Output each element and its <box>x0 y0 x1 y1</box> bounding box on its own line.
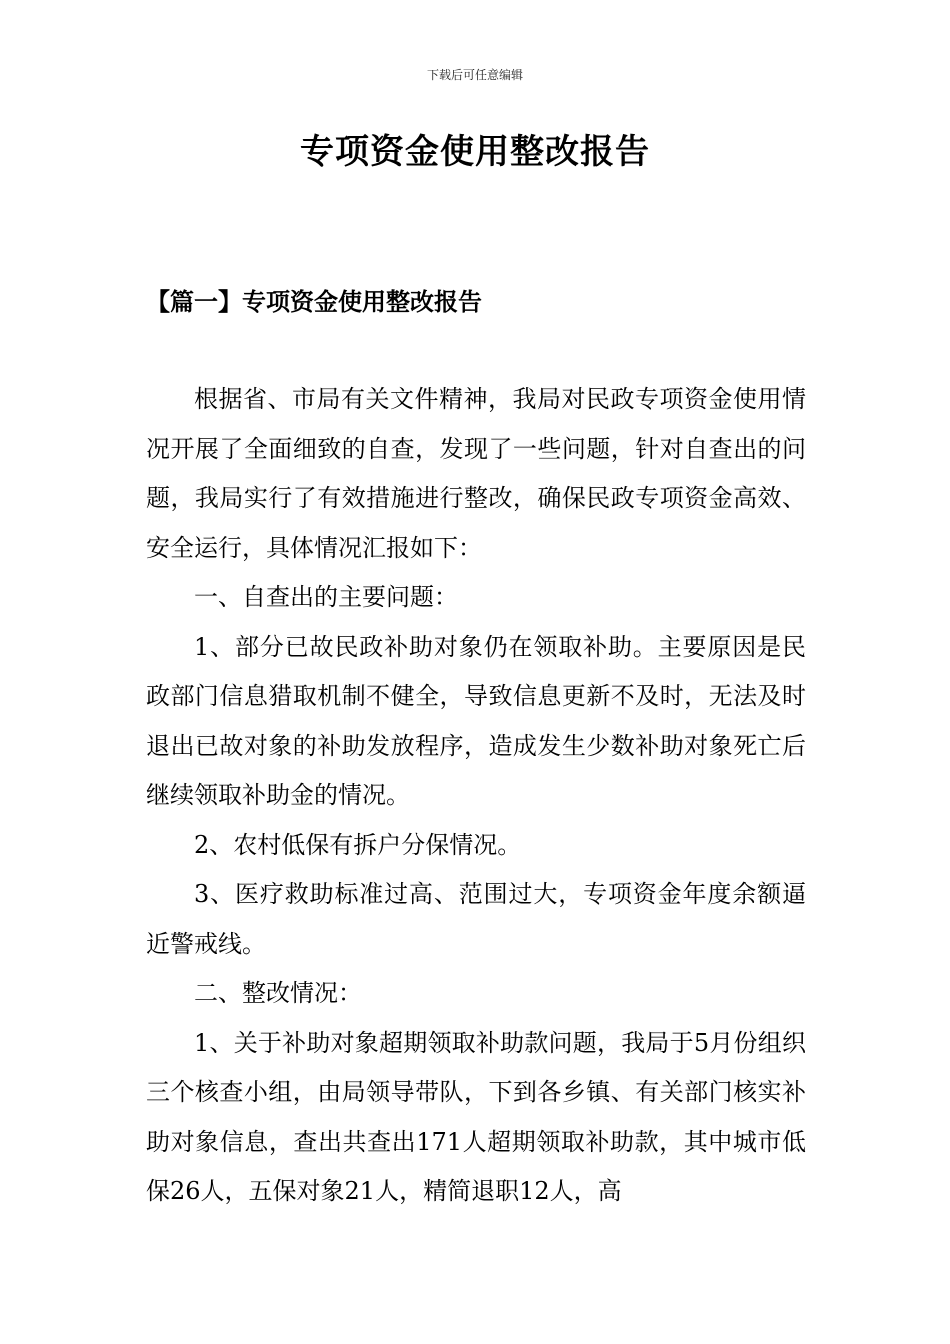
paragraph-heading-problems: 一、自查出的主要问题： <box>194 583 458 611</box>
header-note: 下载后可任意编辑 <box>426 68 523 82</box>
document-title: 专项资金使用整改报告 <box>300 132 650 172</box>
document-body <box>146 375 806 1217</box>
paragraph-rectification-1: 1、关于补助对象超期领取补助款问题，我局于5月份组织三个核查小组，由局领导带队，下到各乡镇、有关部门核实补助对象信息，查出共查出171人超期领取补助款，其中城市低保26人，五保对象21人，精简退职12人，高 <box>146 1028 806 1205</box>
paragraph-problem-1: 1、部分已故民政补助对象仍在领取补助。主要原因是民政部门信息猎取机制不健全，导致信息更新不及时，无法及时退出已故对象的补助发放程序，造成发生少数补助对象死亡后继续领取补助金的情况。 <box>146 632 806 809</box>
section-subtitle: 【篇一】专项资金使用整改报告 <box>146 287 482 316</box>
paragraph-problem-2: 2、农村低保有拆户分保情况。 <box>194 830 522 859</box>
paragraph-problem-3: 3、医疗救助标准过高、范围过大，专项资金年度余额逼近警戒线。 <box>146 880 806 958</box>
paragraph-intro: 根据省、市局有关文件精神，我局对民政专项资金使用情况开展了全面细致的自查，发现了一些问题，针对自查出的问题，我局实行了有效措施进行整改，确保民政专项资金高效、安全运行，具体情况汇报如下： <box>146 385 806 562</box>
paragraph-heading-rectification: 二、整改情况： <box>194 979 362 1007</box>
